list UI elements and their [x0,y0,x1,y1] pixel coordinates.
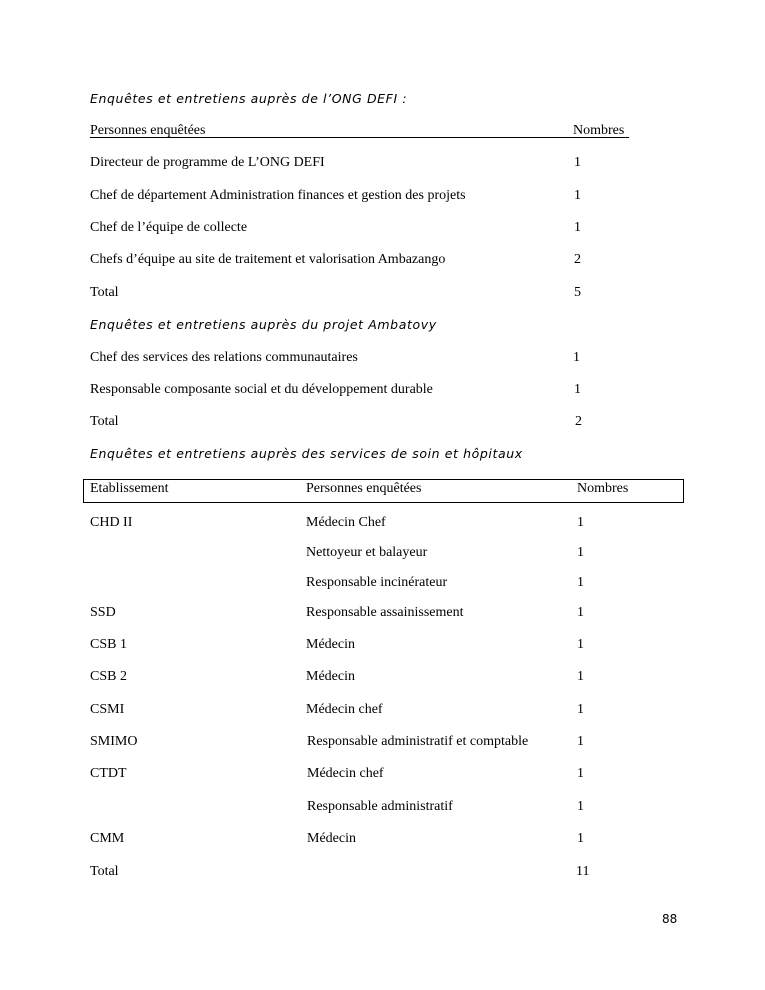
health-row-person: Médecin [307,831,356,846]
health-row-person: Médecin Chef [306,515,386,530]
health-row-count: 1 [577,545,584,560]
health-row-count: 1 [577,669,584,684]
health-row-count: 1 [577,637,584,652]
health-row-count: 1 [577,515,584,530]
defi-total-label: Total [90,285,119,300]
health-row-person: Médecin [306,637,355,652]
health-col-count: Nombres [577,481,629,496]
health-row-person: Responsable administratif [307,799,453,814]
ambatovy-total-label: Total [90,414,119,429]
health-row-count: 1 [577,605,584,620]
ambatovy-row-label: Chef des services des relations communautaires [90,350,358,365]
defi-heading: Enquêtes et entretiens auprès de l’ONG DEFI : [90,91,408,106]
defi-col-count: Nombres [573,123,625,138]
health-row-person: Responsable incinérateur [306,575,448,590]
defi-row-label: Chef de département Administration finances et gestion des projets [90,188,466,203]
defi-total-count: 5 [574,285,581,300]
ambatovy-total-count: 2 [575,414,582,429]
defi-row-label: Chefs d’équipe au site de traitement et valorisation Ambazango [90,252,446,267]
health-row-count: 1 [577,831,584,846]
health-row-person: Nettoyeur et balayeur [306,545,428,560]
health-row-establishment: CTDT [90,766,127,781]
health-row-person: Médecin chef [307,766,384,781]
ambatovy-heading: Enquêtes et entretiens auprès du projet Ambatovy [90,317,437,332]
defi-row-label: Chef de l’équipe de collecte [90,220,248,235]
ambatovy-row-count: 1 [574,382,581,397]
defi-row-count: 1 [574,155,581,170]
health-col-persons: Personnes enquêtées [306,481,422,496]
ambatovy-row-label: Responsable composante social et du développement durable [90,382,433,397]
defi-row-count: 1 [574,188,581,203]
health-row-count: 1 [577,799,584,814]
page-number: 88 [662,912,678,926]
defi-header-underline [90,137,629,138]
health-row-establishment: CSB 1 [90,637,127,652]
health-row-count: 1 [577,734,584,749]
health-total-count: 11 [576,864,590,879]
health-row-establishment: CMM [90,831,125,846]
health-row-person: Responsable administratif et comptable [307,734,529,749]
health-row-count: 1 [577,766,584,781]
health-heading: Enquêtes et entretiens auprès des services de soin et hôpitaux [90,446,523,461]
health-row-establishment: SMIMO [90,734,138,749]
health-row-person: Médecin chef [306,702,383,717]
defi-row-count: 2 [574,252,581,267]
health-row-count: 1 [577,702,584,717]
defi-row-label: Directeur de programme de L’ONG DEFI [90,155,325,170]
health-row-establishment: CHD II [90,515,133,530]
health-total-label: Total [90,864,119,879]
defi-col-persons: Personnes enquêtées [90,123,206,138]
health-row-person: Responsable assainissement [306,605,464,620]
ambatovy-row-count: 1 [573,350,580,365]
defi-row-count: 1 [574,220,581,235]
health-row-count: 1 [577,575,584,590]
health-col-establishment: Etablissement [90,481,169,496]
health-row-person: Médecin [306,669,355,684]
health-row-establishment: SSD [90,605,116,620]
health-row-establishment: CSMI [90,702,125,717]
health-row-establishment: CSB 2 [90,669,127,684]
